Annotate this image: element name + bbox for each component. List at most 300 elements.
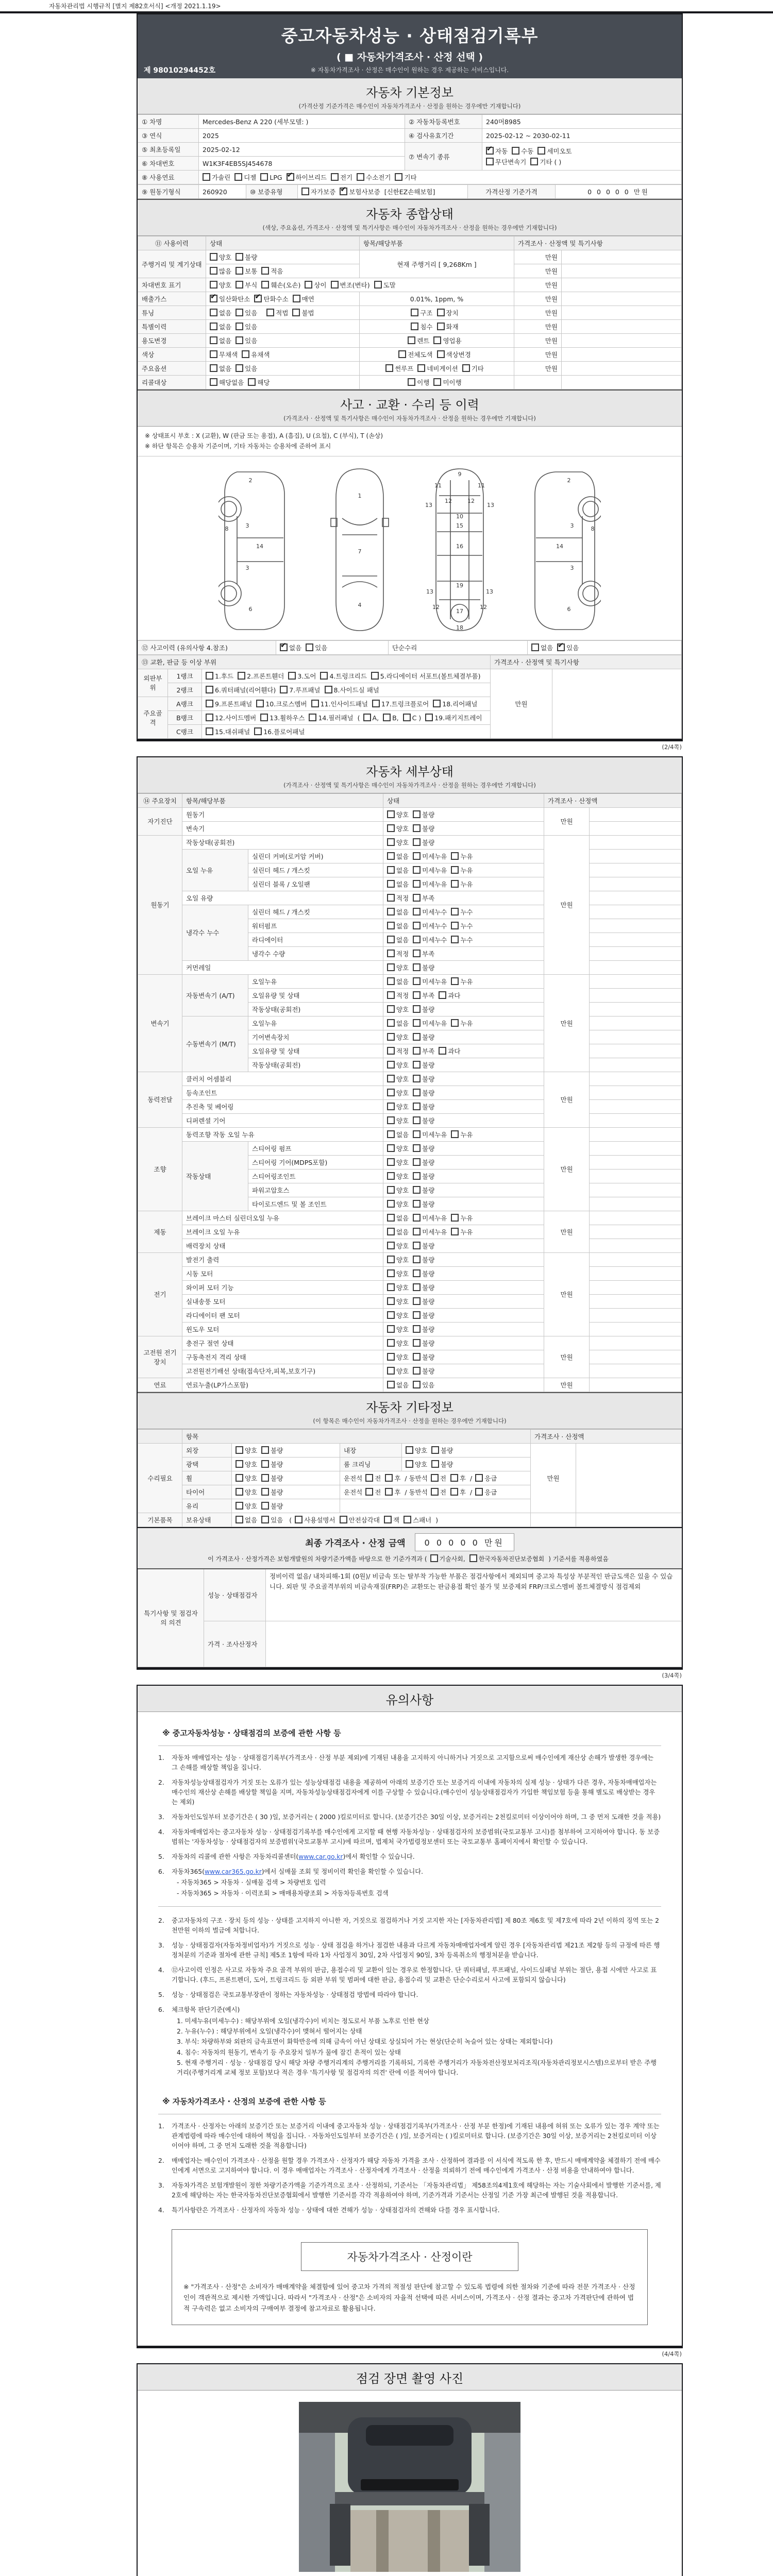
item-label2: 내장	[340, 1443, 402, 1457]
checkbox-icon[interactable]	[431, 1474, 439, 1482]
checkbox-icon[interactable]	[387, 1367, 395, 1375]
checkbox-icon[interactable]	[234, 173, 242, 181]
checkbox-icon[interactable]	[387, 1075, 395, 1082]
checkbox-icon[interactable]	[433, 336, 441, 344]
checkbox-icon[interactable]	[387, 1061, 395, 1069]
checkbox-icon[interactable]	[451, 908, 459, 916]
checkbox-icon[interactable]	[413, 922, 421, 929]
checkbox-icon[interactable]	[413, 1242, 421, 1249]
checkbox-icon[interactable]	[417, 364, 425, 372]
checkbox-icon[interactable]	[451, 1228, 459, 1235]
checkbox-icon[interactable]	[413, 880, 421, 888]
checkbox-icon[interactable]	[256, 700, 264, 707]
checkbox-icon[interactable]	[413, 991, 421, 999]
checkbox-icon[interactable]	[261, 1460, 269, 1468]
notice-item-number: 1.	[158, 1754, 164, 1761]
checkbox-icon[interactable]	[451, 922, 459, 929]
option-text: )	[435, 1516, 439, 1524]
checkbox-icon[interactable]	[387, 1200, 395, 1208]
checkbox-option	[530, 157, 561, 166]
checkbox-option	[398, 350, 432, 359]
checkbox-icon[interactable]	[413, 1103, 421, 1110]
checkbox-icon[interactable]	[236, 1488, 243, 1496]
checkbox-icon[interactable]	[320, 672, 328, 680]
checkbox-icon[interactable]	[413, 1005, 421, 1013]
checkbox-icon[interactable]	[450, 1488, 458, 1496]
checkbox-icon[interactable]	[210, 364, 217, 372]
checkbox-icon[interactable]	[451, 1214, 459, 1222]
item-label: 타이어	[182, 1485, 232, 1499]
note-cell	[562, 348, 682, 362]
row-state	[383, 863, 544, 877]
option-label: LPG	[270, 174, 282, 181]
option-text: (	[287, 1516, 292, 1524]
panel-number: 3	[570, 564, 574, 571]
option-label: A,	[372, 714, 379, 722]
row-detail	[340, 1471, 531, 1485]
option-label: 전체도색	[408, 351, 433, 359]
checkbox-icon[interactable]	[413, 1047, 421, 1055]
checkbox-icon[interactable]	[451, 977, 459, 985]
checkbox-icon[interactable]	[451, 852, 459, 860]
option-label: 있음	[245, 365, 258, 372]
checkbox-icon[interactable]	[305, 281, 312, 289]
checkbox-checked-icon[interactable]	[280, 643, 288, 651]
note-cell	[562, 292, 682, 306]
note-cell	[590, 1239, 682, 1252]
car-name-value: Mercedes-Benz A 220 (세부모델: )	[199, 115, 405, 129]
checkbox-option	[387, 1283, 409, 1292]
option-label: 부족	[422, 950, 435, 958]
checkbox-icon[interactable]	[236, 1446, 243, 1454]
checkbox-icon[interactable]	[309, 714, 316, 721]
checkbox-checked-icon[interactable]	[287, 173, 294, 181]
checkbox-icon[interactable]	[413, 1339, 421, 1347]
checkbox-icon[interactable]	[413, 1019, 421, 1027]
simple-repair-label: 단순수리	[389, 640, 528, 654]
subitem-label: 작동상태(공회전)	[248, 1058, 383, 1072]
option-label: 있음	[315, 643, 328, 652]
url-link[interactable]: www.car.go.kr	[298, 1853, 343, 1861]
checkbox-icon[interactable]	[387, 810, 395, 818]
row-state	[383, 1127, 544, 1141]
checkbox-icon[interactable]	[413, 824, 421, 832]
checkbox-checked-icon[interactable]	[557, 643, 565, 651]
option-label: 적정	[396, 1047, 409, 1055]
checkbox-icon[interactable]	[439, 991, 446, 999]
checkbox-icon[interactable]	[387, 1283, 395, 1291]
checkbox-icon[interactable]	[385, 1474, 393, 1482]
checkbox-icon[interactable]	[210, 253, 217, 261]
checkbox-icon[interactable]	[238, 672, 245, 680]
checkbox-icon[interactable]	[387, 880, 395, 888]
checkbox-icon[interactable]	[387, 866, 395, 874]
option-label: 14.필러패널	[318, 714, 354, 722]
checkbox-icon[interactable]	[413, 1075, 421, 1082]
checkbox-icon[interactable]	[210, 281, 217, 289]
checkbox-icon[interactable]	[411, 323, 418, 330]
option-label: 양호	[396, 1075, 409, 1083]
checkbox-icon[interactable]	[260, 714, 268, 721]
checkbox-icon[interactable]	[387, 1311, 395, 1319]
checkbox-icon[interactable]	[411, 309, 418, 316]
checkbox-option	[531, 643, 553, 652]
checkbox-icon[interactable]	[530, 158, 538, 165]
checkbox-icon[interactable]	[413, 977, 421, 985]
checkbox-icon[interactable]	[413, 866, 421, 874]
checkbox-icon[interactable]	[413, 1186, 421, 1194]
checkbox-icon[interactable]	[387, 991, 395, 999]
checkbox-icon[interactable]	[387, 1214, 395, 1222]
row-state	[383, 988, 544, 1002]
checkbox-icon[interactable]	[387, 1228, 395, 1235]
checkbox-icon[interactable]	[413, 963, 421, 971]
checkbox-icon[interactable]	[387, 950, 395, 957]
checkbox-icon[interactable]	[469, 1554, 477, 1562]
checkbox-icon[interactable]	[398, 350, 406, 358]
option-label: 없음	[219, 365, 232, 372]
checkbox-icon[interactable]	[537, 147, 545, 155]
checkbox-icon[interactable]	[236, 1460, 243, 1468]
checkbox-icon[interactable]	[395, 173, 402, 181]
checkbox-option	[210, 364, 231, 373]
checkbox-checked-icon[interactable]	[340, 188, 347, 195]
checkbox-icon[interactable]	[413, 1228, 421, 1235]
checkbox-icon[interactable]	[413, 936, 421, 943]
checkbox-icon[interactable]	[387, 922, 395, 929]
price-cell: 만원	[514, 320, 562, 334]
checkbox-icon[interactable]	[387, 824, 395, 832]
note-cell	[590, 835, 682, 849]
checkbox-icon[interactable]	[387, 1297, 395, 1305]
checkbox-icon[interactable]	[385, 364, 393, 372]
checkbox-icon[interactable]	[331, 281, 339, 289]
checkbox-icon[interactable]	[433, 700, 441, 707]
checkbox-icon[interactable]	[413, 1172, 421, 1180]
checkbox-icon[interactable]	[210, 267, 217, 275]
notice-list-c	[158, 2122, 661, 2215]
checkbox-icon[interactable]	[261, 1446, 269, 1454]
checkbox-icon[interactable]	[292, 309, 300, 316]
table-row	[138, 376, 682, 389]
checkbox-option	[385, 1473, 400, 1483]
checkbox-icon[interactable]	[242, 350, 249, 358]
checkbox-icon[interactable]	[413, 908, 421, 916]
checkbox-icon[interactable]	[451, 1130, 459, 1138]
checkbox-icon[interactable]	[363, 714, 371, 721]
option-label: 양호	[396, 1311, 409, 1319]
checkbox-icon[interactable]	[288, 672, 296, 680]
checkbox-icon[interactable]	[387, 1186, 395, 1194]
checkbox-icon[interactable]	[374, 281, 382, 289]
checkbox-icon[interactable]	[486, 158, 494, 165]
checkbox-icon[interactable]	[387, 1130, 395, 1138]
checkbox-icon[interactable]	[433, 378, 441, 386]
price-cell: 만원	[544, 974, 590, 1072]
checkbox-icon[interactable]	[387, 1089, 395, 1096]
checkbox-checked-icon[interactable]	[486, 147, 494, 155]
checkbox-icon[interactable]	[236, 253, 243, 261]
checkbox-option	[280, 685, 320, 694]
checkbox-icon[interactable]	[210, 323, 217, 330]
checkbox-icon[interactable]	[236, 1516, 243, 1523]
note-cell	[590, 1016, 682, 1030]
checkbox-icon[interactable]	[387, 1019, 395, 1027]
checkbox-icon[interactable]	[406, 1446, 413, 1454]
accident-history-table	[138, 640, 682, 655]
checkbox-checked-icon[interactable]	[210, 295, 217, 302]
checkbox-icon[interactable]	[408, 336, 415, 344]
checkbox-icon[interactable]	[431, 1446, 439, 1454]
checkbox-icon[interactable]	[387, 936, 395, 943]
checkbox-icon[interactable]	[387, 852, 395, 860]
checkbox-icon[interactable]	[261, 281, 269, 289]
checkbox-icon[interactable]	[236, 281, 243, 289]
checkbox-icon[interactable]	[387, 1325, 395, 1333]
checkbox-icon[interactable]	[210, 309, 217, 316]
checkbox-icon[interactable]	[413, 1325, 421, 1333]
notice-item-text: 자동차매매업자는 중고자동차 성능 · 상태점검기록부를 매수인에게 고지할 때 현행 자동차성능 · 상태점검자의 보증범위(국토교통부 고시)를 첨부하여 고지하여야 합니다. 동 보증범위는 '자동차성능 · 상태점검자의 보증범위'(국토교통부 고시)에 따르며, 법제처 국가법령정보센터 또는 국토교통부 홈페이지에서 확인할 수 있습니다.	[172, 1828, 660, 1846]
checkbox-icon[interactable]	[210, 350, 217, 358]
checkbox-icon[interactable]	[403, 714, 411, 721]
checkbox-icon[interactable]	[413, 1381, 421, 1388]
checkbox-icon[interactable]	[437, 350, 445, 358]
checkbox-icon[interactable]	[512, 147, 519, 155]
checkbox-icon[interactable]	[387, 963, 395, 971]
checkbox-icon[interactable]	[261, 267, 269, 275]
checkbox-icon[interactable]	[387, 1269, 395, 1277]
checkbox-icon[interactable]	[413, 852, 421, 860]
checkbox-icon[interactable]	[236, 364, 243, 372]
checkbox-icon[interactable]	[311, 700, 319, 707]
checkbox-icon[interactable]	[387, 1005, 395, 1013]
checkbox-icon[interactable]	[462, 364, 470, 372]
checkbox-icon[interactable]	[451, 880, 459, 888]
checkbox-icon[interactable]	[236, 1474, 243, 1482]
option-label: 양호	[396, 1242, 409, 1250]
checkbox-icon[interactable]	[340, 1516, 347, 1523]
checkbox-icon[interactable]	[387, 1116, 395, 1124]
option-label: 미세누수	[422, 922, 447, 930]
checkbox-icon[interactable]	[387, 1158, 395, 1166]
checkbox-icon[interactable]	[372, 700, 380, 707]
item-label: 광택	[182, 1457, 232, 1471]
checkbox-icon[interactable]	[206, 700, 213, 707]
option-label: 없음	[245, 1516, 258, 1524]
checkbox-icon[interactable]	[451, 866, 459, 874]
checkbox-icon[interactable]	[450, 1474, 458, 1482]
checkbox-icon[interactable]	[236, 1502, 243, 1510]
checkbox-icon[interactable]	[254, 727, 262, 735]
checkbox-icon[interactable]	[413, 950, 421, 957]
checkbox-icon[interactable]	[385, 1488, 393, 1496]
table-row	[138, 1086, 682, 1099]
checkbox-icon[interactable]	[430, 1554, 438, 1562]
checkbox-icon[interactable]	[248, 378, 256, 386]
checkbox-icon[interactable]	[387, 1144, 395, 1152]
subitem-label: 기어변속장치	[248, 1030, 383, 1044]
checkbox-icon[interactable]	[425, 714, 433, 721]
checkbox-icon[interactable]	[413, 1158, 421, 1166]
checkbox-icon[interactable]	[387, 1172, 395, 1180]
table-row	[138, 334, 682, 348]
page-marker-4: (4/4쪽)	[662, 2350, 682, 2358]
checkbox-icon[interactable]	[404, 1516, 411, 1523]
checkbox-icon[interactable]	[408, 378, 415, 386]
checkbox-icon[interactable]	[301, 188, 309, 195]
checkbox-icon[interactable]	[387, 977, 395, 985]
checkbox-icon[interactable]	[475, 1488, 483, 1496]
col-item: 항목/해당부품	[360, 236, 514, 250]
exchange-label: ⑬ 교환, 판금 등 이상 부위	[138, 655, 491, 669]
checkbox-icon[interactable]	[413, 1144, 421, 1152]
checkbox-icon[interactable]	[413, 1130, 421, 1138]
option-label: 탄화수소	[263, 295, 289, 303]
checkbox-icon[interactable]	[431, 1488, 439, 1496]
checkbox-icon[interactable]	[413, 1367, 421, 1375]
car-diagram-underbody	[418, 465, 501, 635]
checkbox-icon[interactable]	[236, 267, 243, 275]
vin-label: ⑥ 차대번호	[138, 157, 199, 171]
checkbox-icon[interactable]	[261, 1474, 269, 1482]
page2-box	[137, 756, 683, 1670]
checkbox-option	[261, 1487, 283, 1497]
checkbox-icon[interactable]	[325, 686, 332, 693]
checkbox-icon[interactable]	[266, 309, 274, 316]
notice-item	[158, 1753, 661, 1773]
checkbox-icon[interactable]	[413, 1200, 421, 1208]
checkbox-option	[261, 1446, 283, 1455]
checkbox-icon[interactable]	[293, 295, 300, 302]
notice-item-number: 3.	[158, 1814, 164, 1821]
checkbox-icon[interactable]	[206, 714, 213, 721]
checkbox-icon[interactable]	[451, 1019, 459, 1027]
option-label: 미세누유	[422, 977, 447, 986]
checkbox-icon[interactable]	[437, 309, 445, 316]
checkbox-icon[interactable]	[413, 1214, 421, 1222]
checkbox-icon[interactable]	[236, 336, 243, 344]
panel-number: 11	[478, 482, 485, 489]
checkbox-option	[425, 713, 482, 722]
checkbox-icon[interactable]	[387, 1353, 395, 1361]
checkbox-icon[interactable]	[387, 1339, 395, 1347]
checkbox-icon[interactable]	[331, 173, 339, 181]
checkbox-icon[interactable]	[365, 1488, 373, 1496]
checkbox-icon[interactable]	[413, 1269, 421, 1277]
checkbox-icon[interactable]	[387, 894, 395, 902]
checkbox-icon[interactable]	[206, 672, 213, 680]
checkbox-icon[interactable]	[413, 1116, 421, 1124]
checkbox-icon[interactable]	[206, 727, 213, 735]
checkbox-icon[interactable]	[261, 1488, 269, 1496]
checkbox-icon[interactable]	[365, 1474, 373, 1482]
checkbox-icon[interactable]	[306, 643, 313, 651]
checkbox-icon[interactable]	[295, 1516, 303, 1523]
checkbox-icon[interactable]	[357, 173, 364, 181]
checkbox-icon[interactable]	[236, 309, 243, 316]
checkbox-option	[320, 671, 366, 681]
checkbox-option	[413, 1213, 447, 1223]
panel-number: 8	[225, 525, 229, 532]
checkbox-option	[260, 713, 305, 722]
notice-item-number: 4.	[158, 1967, 164, 1974]
checkbox-icon[interactable]	[371, 672, 379, 680]
checkbox-icon[interactable]	[413, 1061, 421, 1069]
checkbox-icon[interactable]	[451, 936, 459, 943]
checkbox-option	[210, 266, 231, 276]
checkbox-icon[interactable]	[206, 686, 213, 693]
option-label: 불량	[422, 1339, 435, 1347]
checkbox-checked-icon[interactable]	[254, 295, 262, 302]
option-label: 후	[459, 1488, 466, 1496]
col-usage-history: ⑪ 사용이력	[138, 236, 206, 250]
checkbox-icon[interactable]	[387, 838, 395, 846]
checkbox-icon[interactable]	[387, 1033, 395, 1041]
row-state	[206, 306, 360, 320]
checkbox-icon[interactable]	[387, 1242, 395, 1249]
checkbox-icon[interactable]	[387, 1381, 395, 1388]
checkbox-icon[interactable]	[387, 908, 395, 916]
checkbox-icon[interactable]	[413, 1353, 421, 1361]
checkbox-icon[interactable]	[531, 643, 539, 651]
checkbox-icon[interactable]	[210, 378, 217, 386]
checkbox-icon[interactable]	[431, 1460, 439, 1468]
checkbox-icon[interactable]	[236, 323, 243, 330]
checkbox-icon[interactable]	[383, 714, 391, 721]
price-cell: 만원	[544, 1336, 590, 1378]
checkbox-icon[interactable]	[261, 1516, 269, 1523]
checkbox-icon[interactable]	[413, 810, 421, 818]
notice-item	[158, 1941, 661, 1960]
option-text: / 동반석	[405, 1488, 428, 1496]
checkbox-icon[interactable]	[475, 1474, 483, 1482]
checkbox-icon[interactable]	[413, 1089, 421, 1096]
checkbox-icon[interactable]	[280, 686, 288, 693]
option-label: 없음	[396, 936, 409, 944]
checkbox-icon[interactable]	[261, 1502, 269, 1510]
checkbox-icon[interactable]	[437, 323, 445, 330]
final-price-label: 최종 가격조사 · 산정 금액	[305, 1538, 406, 1549]
panel-number: 13	[425, 501, 432, 509]
notice-subitem: 2. 누유(누수) : 해당부위에서 오일(냉각수)이 맺혀서 떨어지는 상태	[177, 2027, 362, 2035]
checkbox-icon[interactable]	[413, 1256, 421, 1263]
note-cell	[590, 1044, 682, 1058]
row-state	[383, 919, 544, 933]
checkbox-icon[interactable]	[387, 1103, 395, 1110]
option-label: 한국자동차진단보증협회	[478, 1555, 545, 1563]
row-label: 배출가스	[138, 292, 206, 306]
checkbox-icon[interactable]	[260, 173, 268, 181]
url-link[interactable]: www.car365.go.kr	[204, 1868, 262, 1876]
panel-number: 6	[248, 605, 253, 613]
checkbox-icon[interactable]	[413, 894, 421, 902]
checkbox-icon[interactable]	[210, 336, 217, 344]
checkbox-option	[325, 685, 379, 694]
checkbox-icon[interactable]	[413, 1283, 421, 1291]
checkbox-icon[interactable]	[413, 1033, 421, 1041]
checkbox-icon[interactable]	[387, 1256, 395, 1263]
checkbox-icon[interactable]	[413, 1311, 421, 1319]
checkbox-icon[interactable]	[203, 173, 210, 181]
checkbox-icon[interactable]	[384, 1516, 392, 1523]
checkbox-icon[interactable]	[413, 1297, 421, 1305]
checkbox-icon[interactable]	[439, 1047, 446, 1055]
checkbox-icon[interactable]	[387, 1047, 395, 1055]
item-label: 수동변속기 (M/T)	[182, 1016, 248, 1072]
reg-no-label: ② 자동차등록번호	[405, 115, 482, 129]
checkbox-icon[interactable]	[406, 1460, 413, 1468]
checkbox-icon[interactable]	[413, 838, 421, 846]
